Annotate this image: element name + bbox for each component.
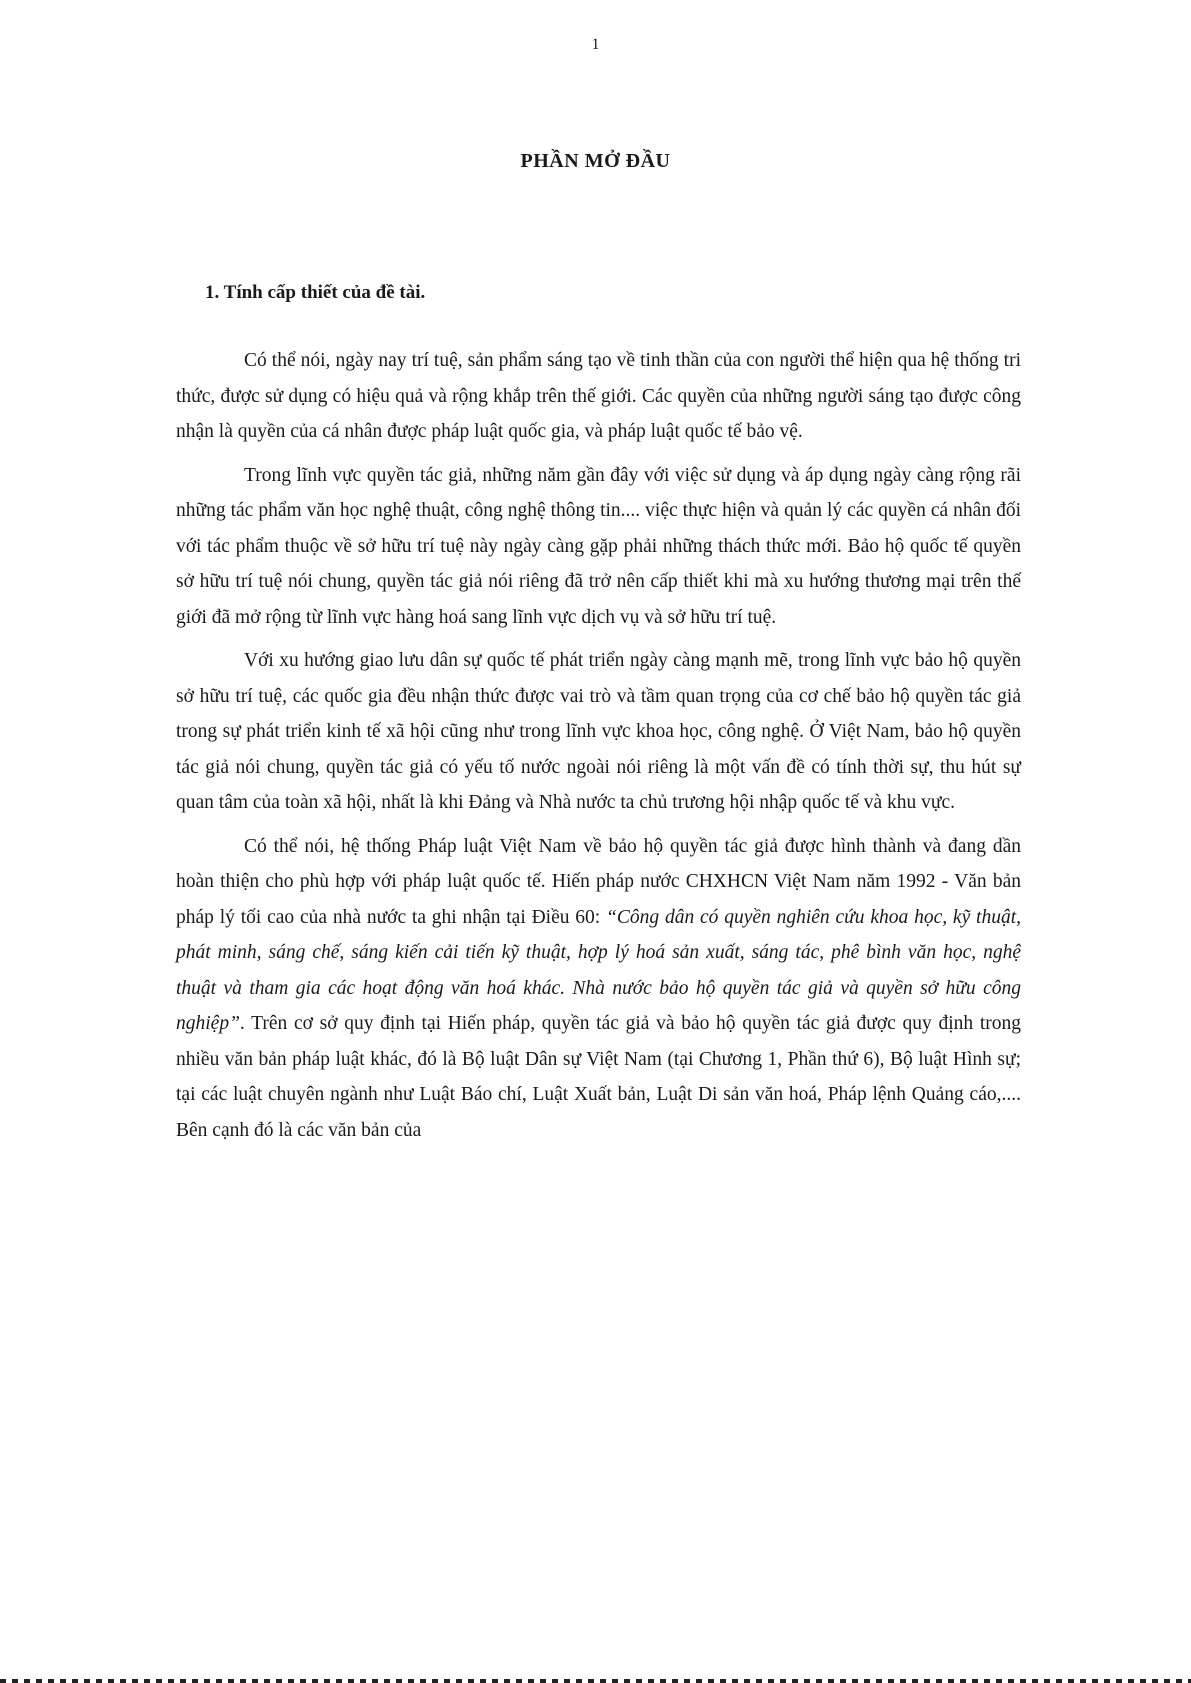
- section-heading: 1. Tính cấp thiết của đề tài.: [205, 282, 426, 303]
- bottom-scan-edge: [0, 1679, 1191, 1683]
- body-text: [176, 343, 1021, 1156]
- paragraph-1: Có thể nói, ngày nay trí tuệ, sản phẩm sáng tạo về tinh thần của con người thể hiện qua hệ thống tri thức, được sử dụng có hiệu quả và rộng khắp trên thế giới. Các quyền của những người sáng tạo được công nhận là quyền của cá nhân được pháp luật quốc gia, và pháp luật quốc tế bảo vệ.: [176, 350, 1021, 442]
- paragraph-4: [176, 829, 1021, 1149]
- paragraph-3: Với xu hướng giao lưu dân sự quốc tế phát triển ngày càng mạnh mẽ, trong lĩnh vực bảo hộ quyền sở hữu trí tuệ, các quốc gia đều nhận thức được vai trò và tầm quan trọng của cơ chế bảo hộ quyền tác giả trong sự phát triển kinh tế xã hội cũng như trong lĩnh vực khoa học, công nghệ. Ở Việt Nam, bảo hộ quyền tác giả nói chung, quyền tác giả có yếu tố nước ngoài nói riêng là một vấn đề có tính thời sự, thu hút sự quan tâm của toàn xã hội, nhất là khi Đảng và Nhà nước ta chủ trương hội nhập quốc tế và khu vực.: [176, 650, 1021, 813]
- constitution-quote: “Công dân có quyền nghiên cứu khoa học, kỹ thuật, phát minh, sáng chế, sáng kiến cải tiến kỹ thuật, hợp lý hoá sản xuất, sáng tác, phê bình văn học, nghệ thuật và tham gia các hoạt động văn hoá khác. Nhà nước bảo hộ quyền tác giả và quyền sở hữu công nghiệp”: [176, 906, 1021, 1034]
- page-number: 1: [591, 36, 600, 53]
- paragraph-2: Trong lĩnh vực quyền tác giả, những năm gần đây với việc sử dụng và áp dụng ngày càng rộng rãi những tác phẩm văn học nghệ thuật, công nghệ thông tin.... việc thực hiện và quản lý các quyền cá nhân đối với tác phẩm thuộc về sở hữu trí tuệ này ngày càng gặp phải những thách thức mới. Bảo hộ quốc tế quyền sở hữu trí tuệ nói chung, quyền tác giả nói riêng đã trở nên cấp thiết khi mà xu hướng thương mại trên thế giới đã mở rộng từ lĩnh vực hàng hoá sang lĩnh vực dịch vụ và sở hữu trí tuệ.: [176, 464, 1021, 628]
- paragraph-4-rest: . Trên cơ sở quy định tại Hiến pháp, quyền tác giả và bảo hộ quyền tác giả được quy định trong nhiều văn bản pháp luật khác, đó là Bộ luật Dân sự Việt Nam (tại Chương 1, Phần thứ 6), Bộ luật Hình sự; tại các luật chuyên ngành như Luật Báo chí, Luật Xuất bản, Luật Di sản văn hoá, Pháp lệnh Quảng cáo,.... Bên cạnh đó là các văn bản của: [176, 1013, 1021, 1141]
- paragraph-4-intro: Có thể nói, hệ thống Pháp luật Việt Nam về bảo hộ quyền tác giả được hình thành và đang dần hoàn thiện cho phù hợp với pháp luật quốc tế. Hiến pháp nước CHXHCN Việt Nam năm 1992 - Văn bản pháp lý tối cao của nhà nước ta ghi nhận tại Điều 60:: [176, 835, 1021, 928]
- page-title: PHẦN MỞ ĐẦU: [520, 150, 671, 172]
